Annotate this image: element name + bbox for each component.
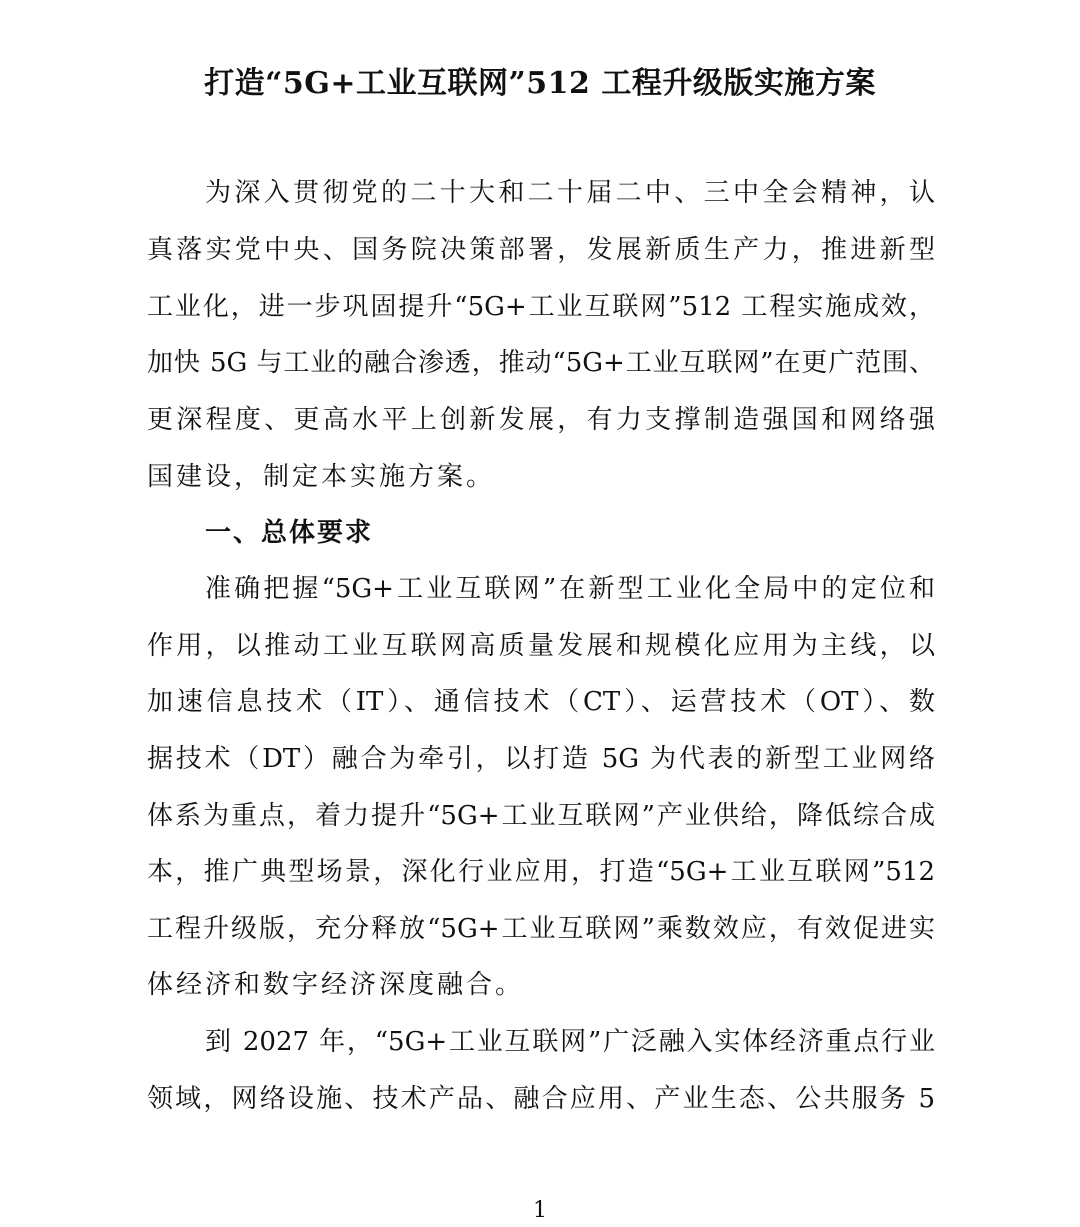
page-number: 1: [533, 1198, 547, 1223]
text-line: 准确把握“5G+工业互联网”在新型工业化全局中的定位和: [205, 574, 935, 604]
text-line: 到 2027 年，“5G+工业互联网”广泛融入实体经济重点行业: [205, 1027, 935, 1057]
text-line: 国建设，制定本实施方案。: [147, 462, 496, 492]
text-line: 体系为重点，着力提升“5G+工业互联网”产业供给，降低综合成: [147, 801, 935, 831]
text-line: 加快 5G 与工业的融合渗透，推动“5G+工业互联网”在更广范围、: [147, 348, 935, 378]
text-line: 工业化，进一步巩固提升“5G+工业互联网”512 工程实施成效，: [147, 292, 935, 322]
text-line: 作用，以推动工业互联网高质量发展和规模化应用为主线，以: [147, 631, 935, 661]
text-line: 加速信息技术（IT）、通信技术（CT）、运营技术（OT）、数: [147, 687, 935, 717]
text-line: 工程升级版，充分释放“5G+工业互联网”乘数效应，有效促进实: [147, 914, 935, 944]
text-line: 为深入贯彻党的二十大和二十届二中、三中全会精神，认: [205, 178, 935, 208]
text-line: 更深程度、更高水平上创新发展，有力支撑制造强国和网络强: [147, 405, 935, 435]
text-line: 本，推广典型场景，深化行业应用，打造“5G+工业互联网”512: [147, 857, 935, 887]
text-line: 体经济和数字经济深度融合。: [147, 970, 525, 1000]
text-line: 领域，网络设施、技术产品、融合应用、产业生态、公共服务 5: [147, 1084, 935, 1114]
text-line: 真落实党中央、国务院决策部署，发展新质生产力，推进新型: [147, 235, 935, 265]
document-title: 打造“5G+工业互联网”512 工程升级版实施方案: [204, 66, 876, 101]
section-heading: 一、总体要求: [205, 518, 374, 548]
text-line: 据技术（DT）融合为牵引，以打造 5G 为代表的新型工业网络: [147, 744, 935, 774]
